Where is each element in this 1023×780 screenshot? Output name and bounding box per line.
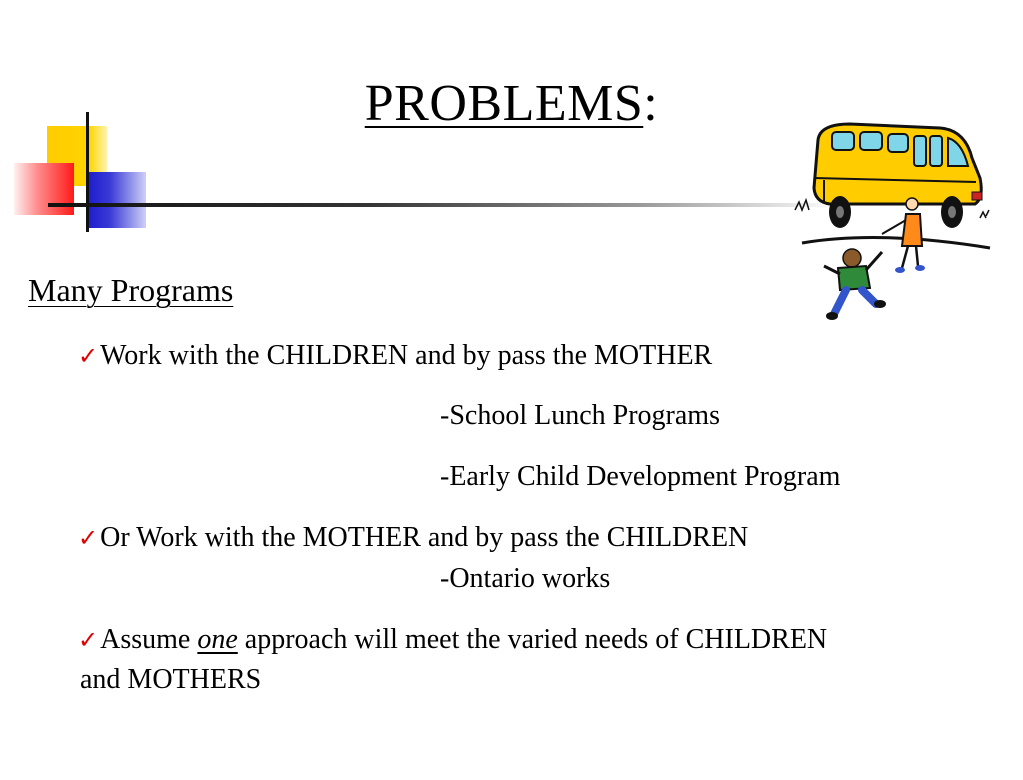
checkmark-icon: ✓ [78,342,99,370]
section-heading: Many Programs [28,272,234,308]
checkmark-icon: ✓ [78,524,99,552]
decor-red-square [14,163,74,215]
bullet-3-pre: Assume [100,624,198,655]
bullet-2-text: Or Work with the MOTHER and by pass the CHILDREN [100,522,749,553]
subitem-3: -Ontario works [440,563,611,594]
bullet-3 [78,622,827,658]
title-rule [48,203,838,207]
bullet-3-continuation: and MOTHERS [80,664,262,695]
checkmark-icon: ✓ [78,626,99,654]
school-bus-children-illustration [790,118,1000,323]
bullet-1-text: Work with the CHILDREN and by pass the MOTHER [100,340,713,371]
subitem-2: -Early Child Development Program [440,461,841,492]
title-text: PROBLEMS [364,75,644,132]
subitem-1: -School Lunch Programs [440,400,720,431]
bullet-3-emphasis: one [197,624,238,655]
bullet-3-post: approach will meet the varied needs of CHILDREN [237,624,828,655]
bullet-1 [78,338,712,374]
decor-blue-square [86,172,146,228]
bullet-2 [78,520,748,556]
title-colon: : [643,75,659,132]
